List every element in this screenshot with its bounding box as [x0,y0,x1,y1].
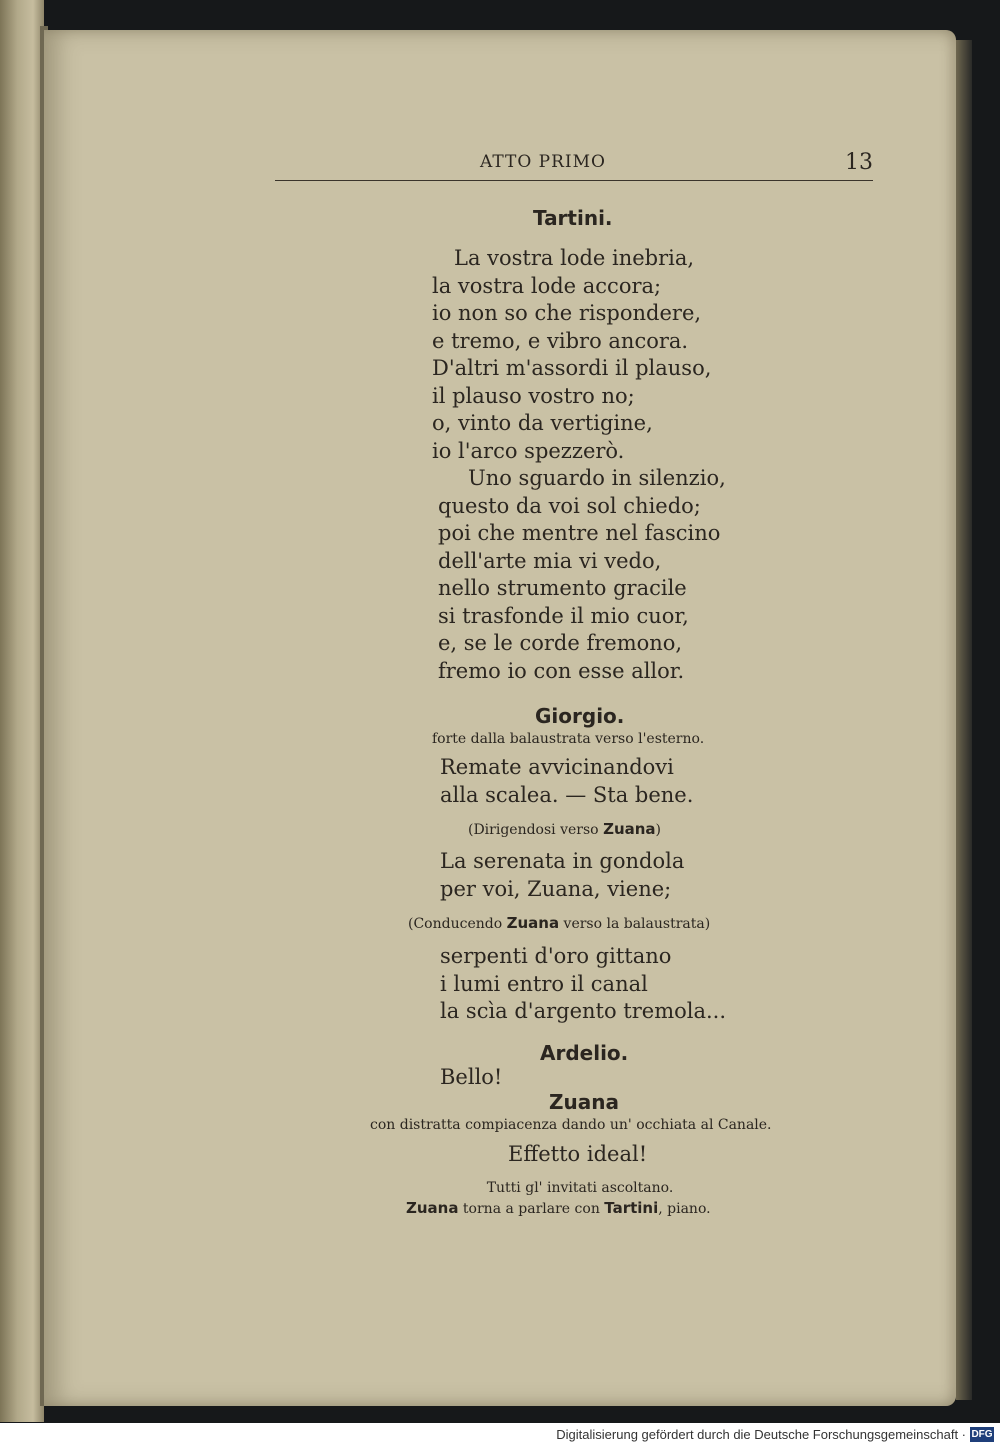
verse-line: La serenata in gondola [440,849,685,873]
direction-text: ) [655,822,662,838]
verse-line: e, se le corde fremono, [438,631,683,655]
verse-line: Remate avvicinandovi [440,755,674,779]
verse-line: serpenti d'oro gittano [440,944,672,968]
giorgio-lines-1 [440,754,693,809]
dfg-logo-icon: DFG [971,1429,993,1440]
tartini-stanza-1 [432,245,711,465]
verse-line: i lumi entro il canal [440,971,648,996]
giorgio-lines-3 [440,943,726,1026]
direction-text: (Dirigendosi verso [468,822,604,838]
left-page-margin [0,0,44,1422]
verse-line: alla scalea. — Sta bene. [440,782,694,807]
verse-line: questo da voi sol chiedo; [438,493,701,518]
stage-direction-dirigendosi [468,820,661,838]
direction-text: , piano. [658,1201,711,1217]
character-name: Zuana [506,914,560,932]
closing-direction-1: Tutti gl' invitati ascoltano. [486,1180,674,1196]
direction-text: verso la balaustrata) [559,916,711,932]
verse-line: poi che mentre nel fascino [438,521,721,545]
speaker-zuana: Zuana [549,1090,619,1114]
verse-line: io non so che rispondere, [432,301,702,325]
stage-direction-zuana: con distratta compiacenza dando un' occhiata al Canale. [370,1117,772,1133]
stage-direction-conducendo [408,914,710,932]
direction-text: torna a parlare con [458,1201,605,1217]
verse-line: io l'arco spezzerò. [432,438,625,463]
character-name: Zuana [406,1199,459,1217]
character-name: Tartini [604,1199,659,1217]
closing-direction-2 [406,1199,711,1217]
verse-line: e tremo, e vibro ancora. [432,328,689,353]
verse-line: fremo io con esse allor. [438,658,685,683]
header-rule [275,180,873,181]
verse-line: per voi, Zuana, viene; [440,876,672,901]
page-number: 13 [845,150,873,175]
page-right-edge [956,40,972,1400]
verse-line: la scìa d'argento tremola... [440,999,727,1023]
tartini-stanza-2 [438,465,726,685]
speaker-giorgio: Giorgio. [535,704,625,728]
verse-line: il plauso vostro no; [432,383,635,408]
running-title: ATTO PRIMO [480,152,606,172]
verse-line: D'altri m'assordi il plauso, [432,356,712,380]
verse-line: dell'arte mia vi vedo, [438,548,662,573]
zuana-line: Effetto ideal! [508,1142,648,1166]
character-name: Zuana [603,820,656,838]
footer-bar [0,1423,1000,1447]
verse-line: la vostra lode accora; [432,273,662,298]
verse-line: si trasfonde il mio cuor, [438,603,689,628]
speaker-tartini: Tartini. [533,206,613,230]
giorgio-lines-2 [440,848,684,903]
verse-line: La vostra lode inebria, [454,246,695,270]
verse-line: Uno sguardo in silenzio, [468,466,726,490]
verse-line: nello strumento gracile [438,576,687,600]
stage-direction-giorgio: forte dalla balaustrata verso l'esterno. [432,731,705,747]
verse-line: o, vinto da vertigine, [432,411,653,435]
speaker-ardelio: Ardelio. [540,1041,629,1065]
ardelio-line: Bello! [440,1065,503,1089]
dfg-credit: Digitalisierung gefördert durch die Deutsche Forschungsgemeinschaft · [556,1427,966,1442]
direction-text: (Conducendo [408,916,507,932]
